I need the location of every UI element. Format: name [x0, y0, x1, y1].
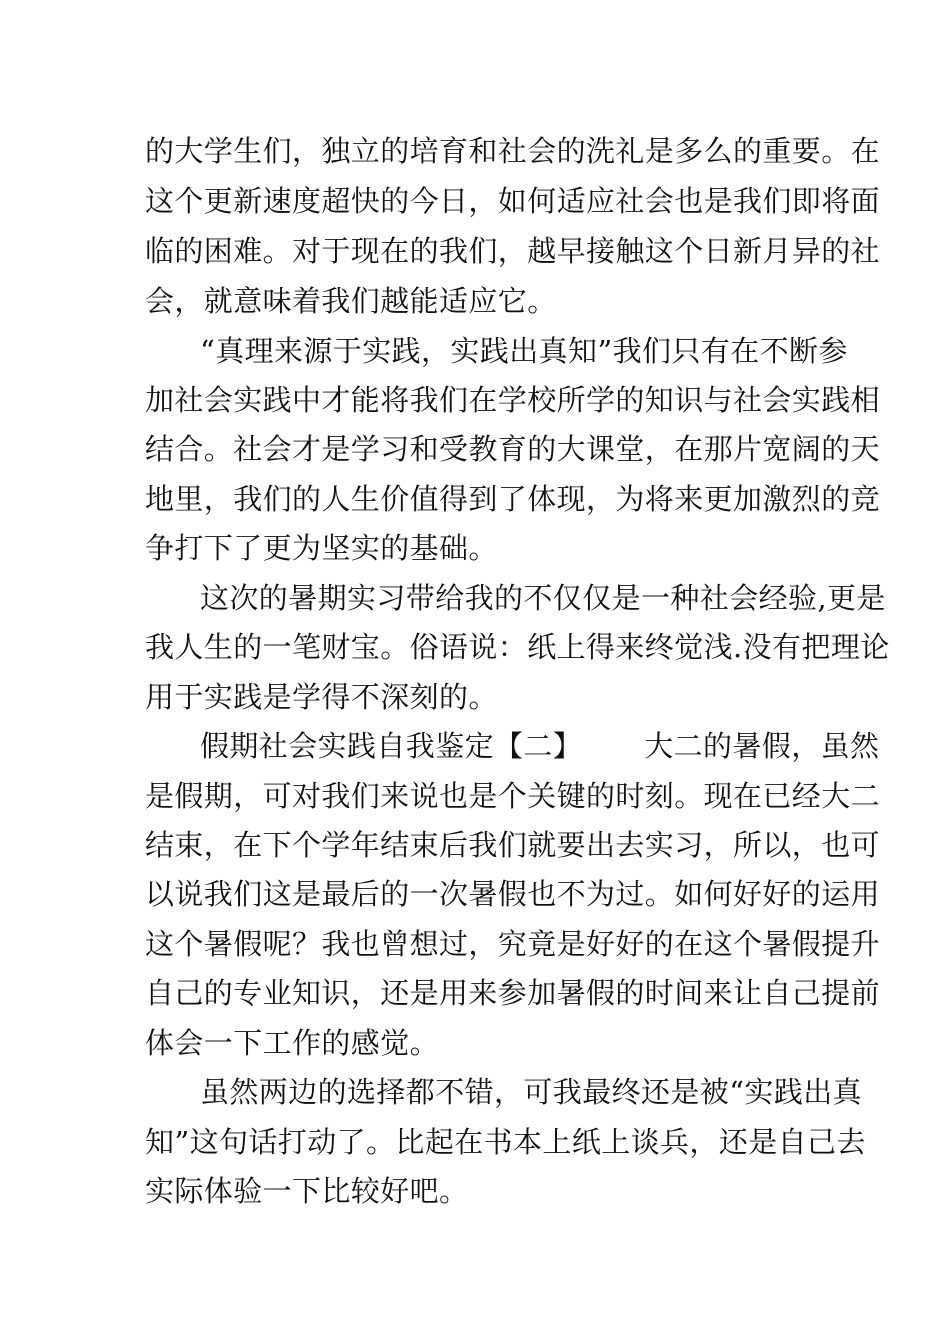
paragraph-2-line-4: 地里，我们的人生价值得到了体现，为将来更加激烈的竞 [145, 482, 881, 516]
paragraph-4-first-line-text: 大二的暑假，虽然 [644, 729, 880, 763]
paragraph-4-line-6: 自己的专业知识，还是用来参加暑假的时间来让自己提前 [145, 976, 881, 1010]
paragraph-3-line-1: 这次的暑期实习带给我的不仅仅是一种社会经验,更是 [200, 581, 886, 615]
paragraph-1-line-1: 的大学生们，独立的培育和社会的洗礼是多么的重要。在 [145, 134, 881, 168]
paragraph-2-line-2: 加社会实践中才能将我们在学校所学的知识与社会实践相 [145, 383, 881, 417]
paragraph-2-line-1: “真理来源于实践，实践出真知”我们只有在不断参 [200, 334, 848, 368]
paragraph-5-line-3: 实际体验一下比较好吧。 [145, 1174, 469, 1208]
paragraph-4-line-3: 结束，在下个学年结束后我们就要出去实习，所以，也可 [145, 828, 881, 862]
paragraph-3-line-2: 我人生的一笔财宝。俗语说：纸上得来终觉浅.没有把理论 [145, 630, 890, 664]
paragraph-4-line-4: 以说我们这是最后的一次暑假也不为过。如何好好的运用 [145, 877, 881, 911]
paragraph-2-line-5: 争打下了更为坚实的基础。 [145, 531, 498, 565]
paragraph-3-line-3: 用于实践是学得不深刻的。 [145, 680, 498, 714]
paragraph-5-line-2: 知”这句话打动了。比起在书本上纸上谈兵，还是自己去 [145, 1125, 866, 1159]
paragraph-4-line-2: 是假期，可对我们来说也是个关键的时刻。现在已经大二 [145, 779, 881, 813]
section-heading: 假期社会实践自我鉴定【二】 [200, 729, 583, 763]
paragraph-4-line-5: 这个暑假呢？我也曾想过，究竟是好好的在这个暑假提升 [145, 927, 881, 961]
paragraph-5-line-1: 虽然两边的选择都不错，可我最终还是被“实践出真 [200, 1075, 863, 1109]
paragraph-1-line-3: 临的困难。对于现在的我们，越早接触这个日新月异的社 [145, 234, 881, 268]
paragraph-2-line-3: 结合。社会才是学习和受教育的大课堂，在那片宽阔的天 [145, 432, 881, 466]
paragraph-1-line-4: 会，就意味着我们越能适应它。 [145, 284, 557, 318]
paragraph-4-line-1 [200, 728, 879, 764]
paragraph-1-line-2: 这个更新速度超快的今日，如何适应社会也是我们即将面 [145, 184, 881, 218]
paragraph-4-line-7: 体会一下工作的感觉。 [145, 1026, 440, 1060]
